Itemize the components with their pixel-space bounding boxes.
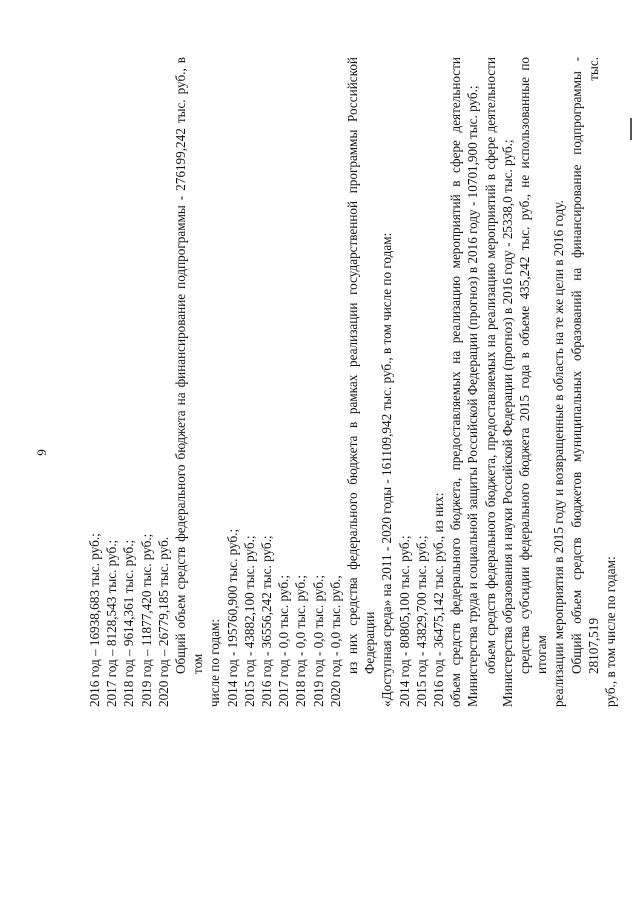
text-line: 2019 год – 11877,420 тыс. руб.; bbox=[138, 533, 154, 707]
text-line: 2017 год - 0,0 тыс. руб.; bbox=[276, 574, 292, 707]
text-line: реализации мероприятия в 2015 году и возвращенные в область на те же цели в 2016 году. bbox=[551, 200, 567, 707]
text-line: объем средств федерального бюджета, предоставляемых на реализацию мероприятий в сфере деятельности bbox=[482, 57, 498, 674]
text-line: Министерства образования и науки Российской Федерации (прогноз) в 2016 году - 25338,0 тыс. руб.; bbox=[499, 139, 515, 707]
text-line: 2018 год – 9614,361 тыс. руб.; bbox=[121, 539, 137, 707]
text-line: 2018 год - 0,0 тыс. руб.; bbox=[293, 574, 309, 707]
text-line: объем средств федерального бюджета, предоставляемых на реализацию мероприятий в сфере деятельности bbox=[448, 57, 464, 707]
document-body bbox=[86, 57, 619, 707]
text-line: 2019 год - 0,0 тыс. руб.; bbox=[310, 574, 326, 707]
text-line: руб., в том числе по годам: bbox=[603, 556, 619, 707]
text-line: средства субсидии федерального бюджета 2015 года в объеме 435,242 тыс. руб., не использованные по итогам bbox=[517, 57, 550, 674]
text-line: 2020 год - 0,0 тыс. руб., bbox=[327, 575, 343, 707]
text-line: числе по годам: bbox=[207, 618, 223, 707]
text-line: 2016 год – 16938,683 тыс. руб.; bbox=[87, 533, 102, 707]
text-line: «Доступная среда» на 2011 - 2020 годы - 161109,942 тыс. руб., в том числе по годам: bbox=[379, 232, 395, 707]
text-line: 2017 год – 8128,543 тыс. руб.; bbox=[104, 539, 120, 707]
page-number: 9 bbox=[34, 449, 49, 456]
text-line: 2016 год - 36475,142 тыс. руб., из них: bbox=[431, 492, 447, 707]
text-line: Общий объем средств федерального бюджета на финансирование подпрограммы - 276199,242 тыс. руб., в том bbox=[173, 57, 206, 674]
text-line: 2014 год - 195760,900 тыс. руб.; bbox=[224, 528, 240, 707]
text-line: 2016 год - 36556,242 тыс. руб.; bbox=[259, 535, 275, 707]
text-line: 2014 год - 80805,100 тыс. руб.; bbox=[396, 535, 412, 707]
text-line: 2020 год – 26779,185 тыс. руб. bbox=[155, 536, 171, 707]
text-line: Общий объем средств бюджетов муниципальных образований на финансирование подпрограммы - 28107,519 тыс. bbox=[568, 57, 601, 674]
text-line: Министерства труда и социальной защиты Российской Федерации (прогноз) в 2016 году - 10701,900 тыс. руб.; bbox=[465, 85, 481, 707]
text-line: 2015 год - 43829,700 тыс. руб.; bbox=[413, 535, 429, 707]
text-line: из них средства федерального бюджета в рамках реализации государственной программы Российской Федерации bbox=[345, 57, 378, 674]
text-line: 2015 год - 43882,100 тыс. руб.; bbox=[241, 535, 257, 707]
